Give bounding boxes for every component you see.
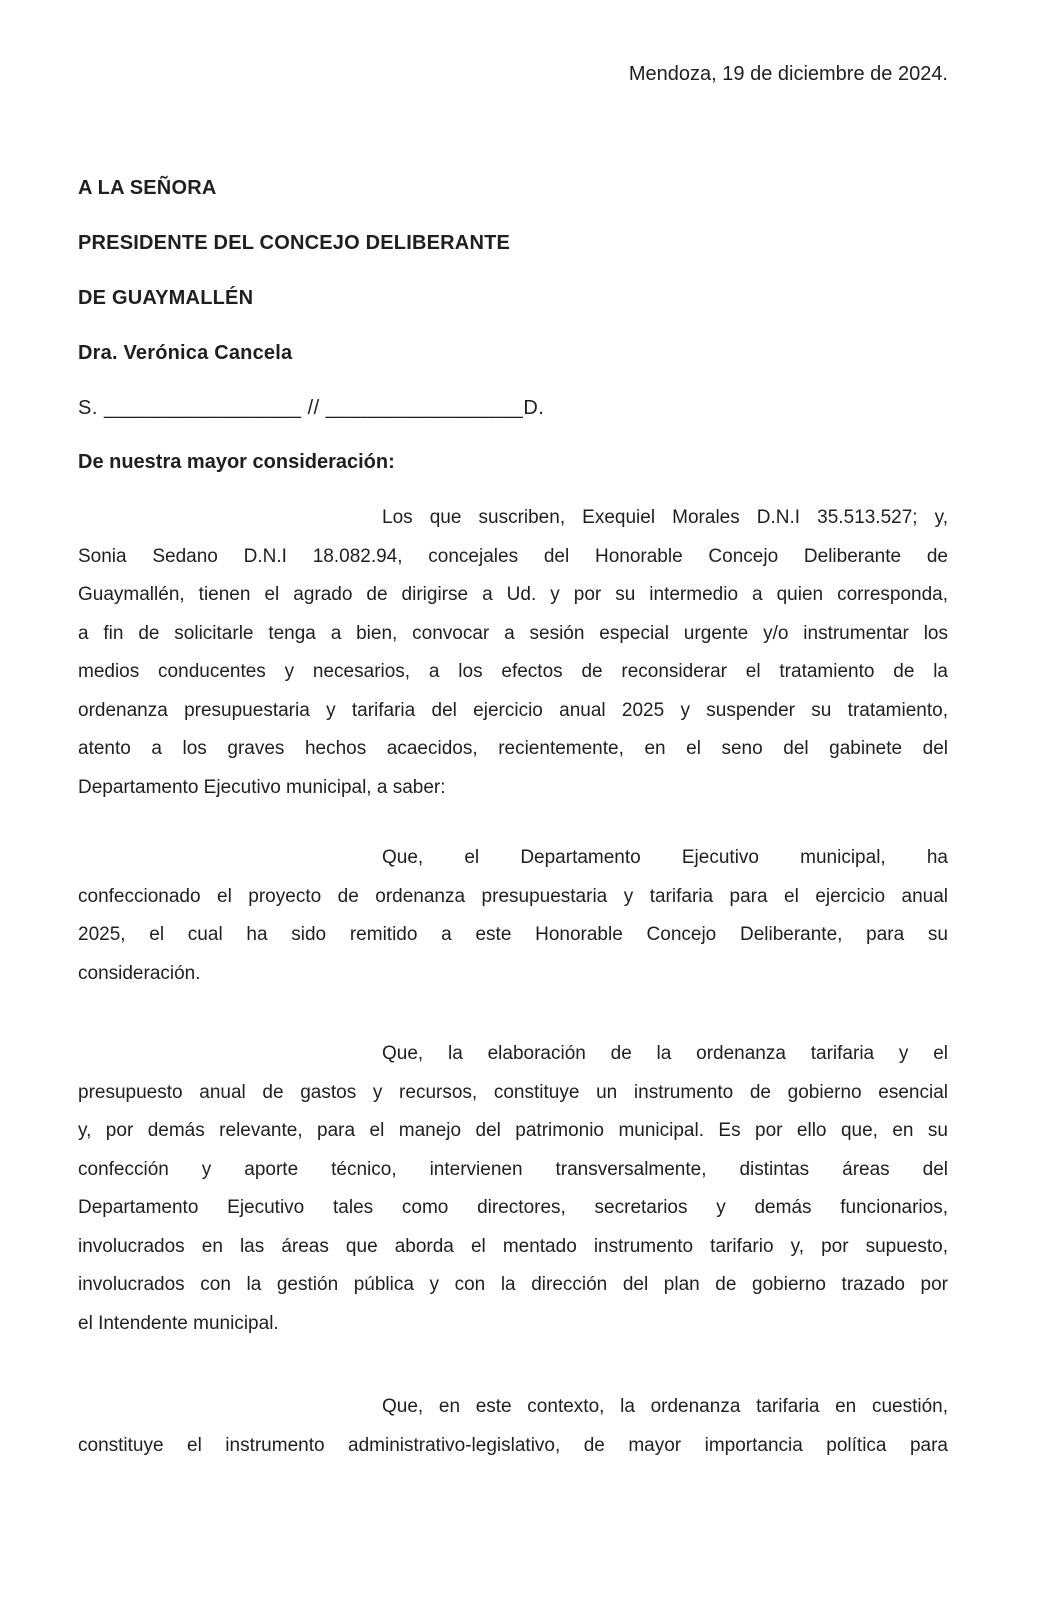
paragraph-line: 2025, el cual ha sido remitido a este Honorable Concejo Deliberante, para su: [78, 924, 948, 945]
paragraph-line: atento a los graves hechos acaecidos, recientemente, en el seno del gabinete del: [78, 738, 948, 759]
paragraph-line: medios conducentes y necesarios, a los efectos de reconsiderar el tratamiento de la: [78, 661, 948, 682]
paragraph-line: involucrados con la gestión pública y con la dirección del plan de gobierno trazado por: [78, 1274, 948, 1295]
paragraph-line: Los que suscriben, Exequiel Morales D.N.I 35.513.527; y,: [382, 507, 948, 528]
paragraph-line: Que, la elaboración de la ordenanza tarifaria y el: [382, 1043, 948, 1064]
paragraph-line: constituye el instrumento administrativo-legislativo, de mayor importancia política para: [78, 1434, 948, 1456]
paragraph-line: y, por demás relevante, para el manejo del patrimonio municipal. Es por ello que, en su: [78, 1120, 948, 1141]
paragraph-line: Sonia Sedano D.N.I 18.082.94, concejales del Honorable Concejo Deliberante de: [78, 545, 948, 567]
paragraph-line: consideración.: [78, 962, 201, 984]
paragraph-line: Que, el Departamento Ejecutivo municipal, ha: [382, 847, 948, 868]
paragraph-line: a fin de solicitarle tenga a bien, convocar a sesión especial urgente y/o instrumentar los: [78, 622, 948, 644]
recipient-salutation-line: A LA SEÑORA: [78, 177, 217, 199]
recipient-person-line: Dra. Verónica Cancela: [78, 342, 293, 364]
paragraph-line: presupuesto anual de gastos y recursos, constituye un instrumento de gobierno esencial: [78, 1081, 948, 1103]
recipient-block: [78, 176, 948, 365]
paragraph-line: Departamento Ejecutivo tales como directores, secretarios y demás funcionarios,: [78, 1197, 948, 1218]
recipient-title-line: PRESIDENTE DEL CONCEJO DELIBERANTE: [78, 232, 511, 254]
body-paragraph-3: [78, 1035, 948, 1343]
paragraph-line: el Intendente municipal.: [78, 1312, 279, 1334]
body-paragraph-2: [78, 839, 948, 993]
date-line: Mendoza, 19 de diciembre de 2024.: [628, 63, 948, 85]
paragraph-line: Que, en este contexto, la ordenanza tarifaria en cuestión,: [382, 1396, 948, 1417]
body-paragraph-4: [78, 1388, 948, 1465]
paragraph-line: Departamento Ejecutivo municipal, a saber:: [78, 776, 446, 798]
paragraph-line: confección y aporte técnico, intervienen transversalmente, distintas áreas del: [78, 1158, 948, 1180]
paragraph-line: ordenanza presupuestaria y tarifaria del ejercicio anual 2025 y suspender su tratamiento,: [78, 699, 948, 721]
recipient-entity-line: DE GUAYMALLÉN: [78, 287, 254, 309]
paragraph-line: involucrados en las áreas que aborda el mentado instrumento tarifario y, por supuesto,: [78, 1235, 948, 1257]
greeting-line: De nuestra mayor consideración:: [78, 451, 395, 473]
blank-fill-line: S. _________________ // _________________D.: [78, 397, 545, 419]
paragraph-line: Guaymallén, tienen el agrado de dirigirse a Ud. y por su intermedio a quien corresponda,: [78, 584, 948, 605]
paragraph-line: confeccionado el proyecto de ordenanza presupuestaria y tarifaria para el ejercicio anual: [78, 885, 948, 907]
body-paragraph-1: [78, 499, 948, 807]
